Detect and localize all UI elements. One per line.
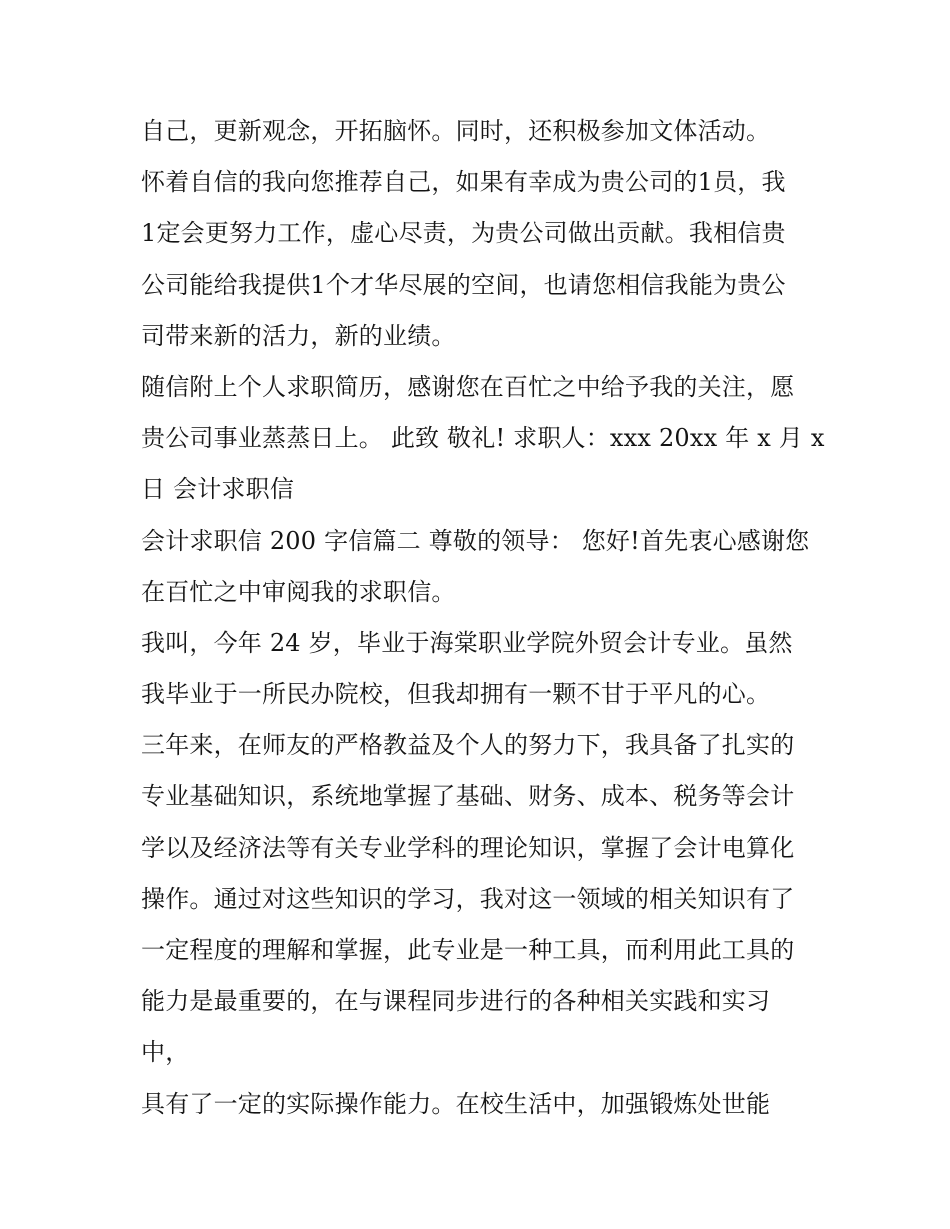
text-line: 我叫，今年 24 岁，毕业于海棠职业学院外贸会计专业。虽然 — [141, 628, 793, 657]
text-line: 一定程度的理解和掌握，此专业是一种工具，而利用此工具的 — [141, 936, 795, 964]
text-line: 1定会更努力工作，虚心尽责，为贵公司做出贡献。我相信贵 — [141, 219, 786, 248]
text-line: 操作。通过对这些知识的学习，我对这一领域的相关知识有了 — [141, 884, 795, 913]
text-line: 专业基础知识，系统地掌握了基础、财务、成本、税务等会计 — [141, 782, 795, 811]
text-line: 司带来新的活力，新的业绩。 — [141, 321, 456, 350]
text-line: 自己，更新观念，开拓脑怀。同时，还积极参加文体活动。 — [141, 117, 771, 145]
text-line: 随信附上个人求职简历，感谢您在百忙之中给予我的关注，愿 — [141, 372, 795, 401]
text-line: 具有了一定的实际操作能力。在校生活中，加强锻炼处世能 — [141, 1089, 771, 1118]
text-line: 贵公司事业蒸蒸日上。 此致 敬礼! 求职人：xxx 20xx 年 x 月 x — [141, 424, 825, 453]
text-line: 怀着自信的我向您推荐自己，如果有幸成为贵公司的1员，我 — [141, 168, 786, 197]
text-line: 能力是最重要的，在与课程同步进行的各种相关实践和实习 — [141, 987, 771, 1016]
text-line: 公司能给我提供1个才华尽展的空间，也请您相信我能为贵公 — [141, 270, 786, 299]
text-line: 学以及经济法等有关专业学科的理论知识，掌握了会计电算化 — [141, 833, 795, 862]
text-line: 我毕业于一所民办院校，但我却拥有一颗不甘于平凡的心。 — [141, 680, 771, 709]
text-line: 日 会计求职信 — [141, 475, 295, 504]
text-line: 中， — [141, 1038, 190, 1067]
text-line: 会计求职信 200 字信篇二 尊敬的领导： 您好!首先衷心感谢您 — [141, 526, 810, 555]
text-line: 三年来，在师友的严格教益及个人的努力下，我具备了扎实的 — [141, 731, 795, 760]
text-line: 在百忙之中审阅我的求职信。 — [141, 577, 456, 606]
document-body — [141, 106, 825, 1130]
